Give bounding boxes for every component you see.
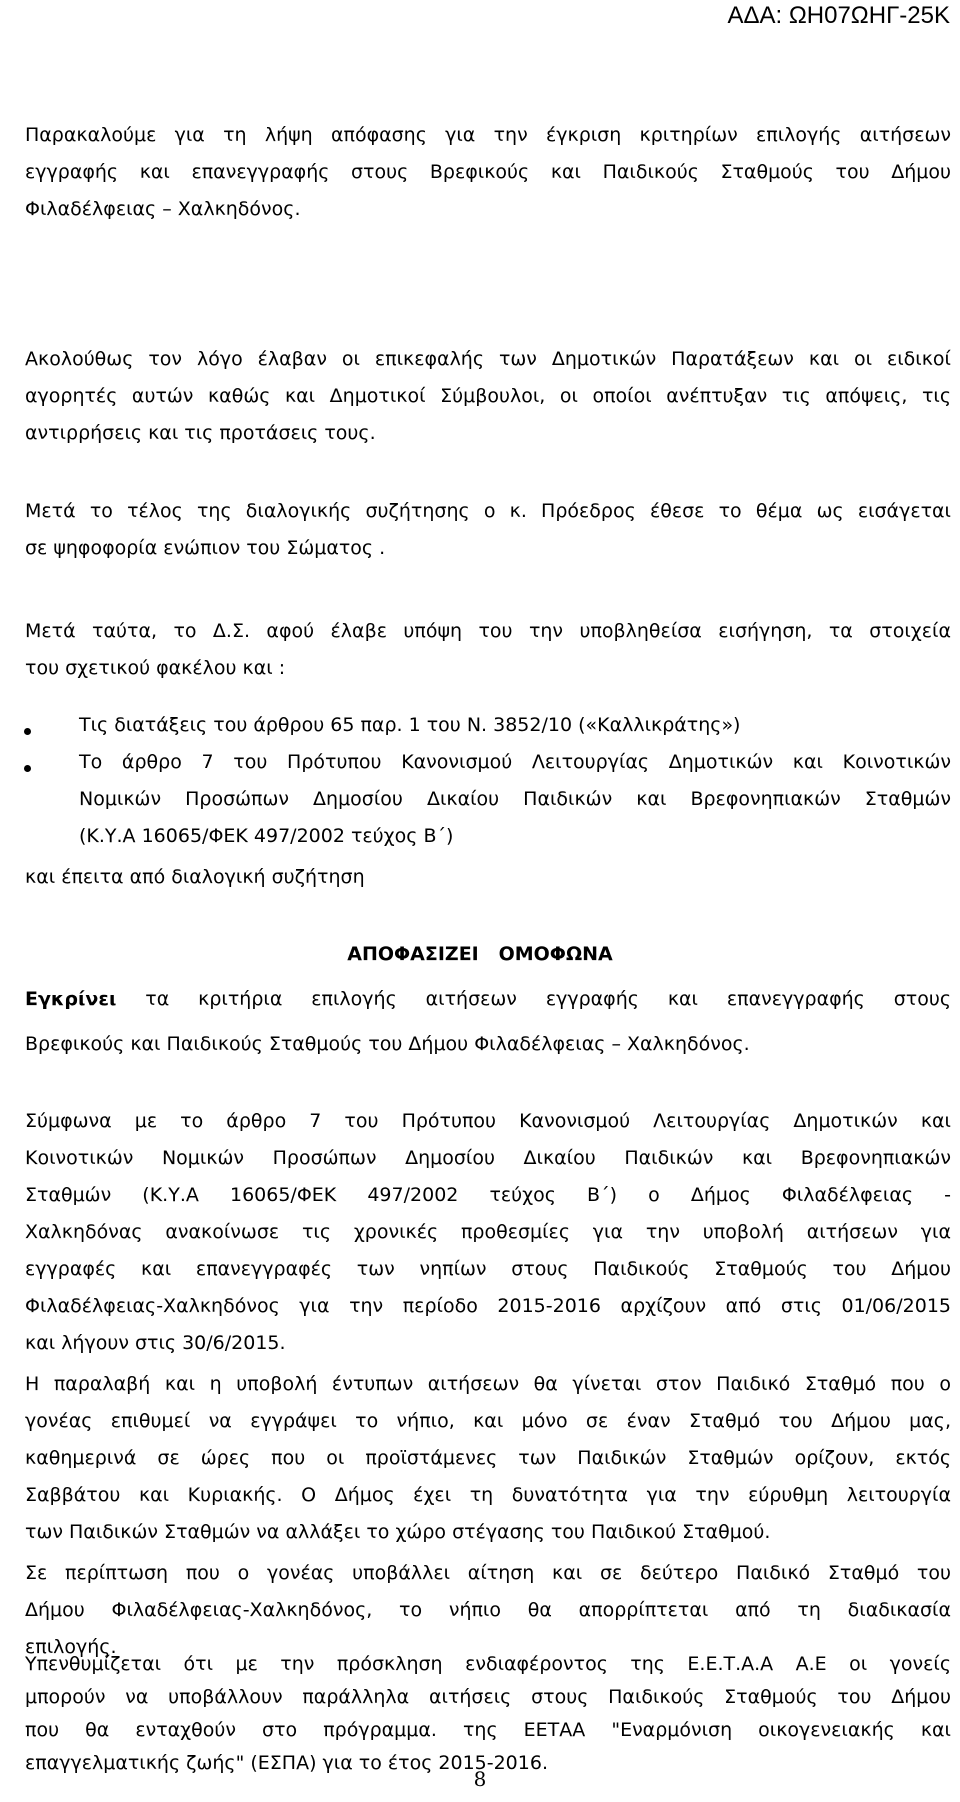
bullet-icon: [24, 765, 31, 772]
text-line: Φιλαδέλφειας – Χαλκηδόνος.: [25, 198, 301, 220]
text-line: εγγραφής και επανεγγραφής στους Βρεφικούς και Παιδικούς Σταθμούς του Δήμου: [25, 161, 951, 183]
text-line: Χαλκηδόνας ανακοίνωσε τις χρονικές προθεσμίες για την υποβολή αιτήσεων για: [25, 1221, 951, 1243]
text-line: των Παιδικών Σταθμών να αλλάξει το χώρο στέγασης του Παιδικού Σταθμού.: [25, 1521, 771, 1543]
text-line: γονέας επιθυμεί να εγγράψει το νήπιο, και μόνο σε έναν Σταθμό του Δήμου μας,: [25, 1410, 951, 1432]
decision-title: ΑΠΟΦΑΣΙΖΕΙ ΟΜΟΦΩΝΑ: [347, 943, 613, 965]
text-line: και λήγουν στις 30/6/2015.: [25, 1332, 286, 1354]
text-line: εγγραφές και επανεγγραφές των νηπίων στους Παιδικούς Σταθμούς του Δήμου: [25, 1258, 951, 1280]
text-line: αντιρρήσεις και τις προτάσεις τους.: [25, 422, 376, 444]
list-item-continuation: Νομικών Προσώπων Δημοσίου Δικαίου Παιδικών και Βρεφονηπιακών Σταθμών: [79, 788, 951, 810]
text-line: Βρεφικούς και Παιδικούς Σταθμούς του Δήμου Φιλαδέλφειας – Χαλκηδόνος.: [25, 1033, 750, 1055]
text-line: Ακολούθως τον λόγο έλαβαν οι επικεφαλής των Δημοτικών Παρατάξεων και οι ειδικοί: [25, 348, 951, 370]
text-line: Φιλαδέλφειας-Χαλκηδόνος για την περίοδο 2015-2016 αρχίζουν από στις 01/06/2015: [25, 1295, 951, 1317]
text-line: Παρακαλούμε για τη λήψη απόφασης για την έγκριση κριτηρίων επιλογής αιτήσεων: [25, 124, 951, 146]
text-line: Σαββάτου και Κυριακής. Ο Δήμος έχει τη δυνατότητα για την εύρυθμη λειτουργία: [25, 1484, 951, 1506]
text-line: που θα ενταχθούν στο πρόγραμμα. της ΕΕΤΑΑ "Εναρμόνιση οικογενειακής και: [25, 1719, 951, 1741]
decision-line-rest: τα κριτήρια επιλογής αιτήσεων εγγραφής και επανεγγραφής στους: [116, 988, 951, 1010]
text-line: Μετά ταύτα, το Δ.Σ. αφού έλαβε υπόψη του την υποβληθείσα εισήγηση, τα στοιχεία: [25, 620, 951, 642]
list-item: Το άρθρο 7 του Πρότυπου Κανονισμού Λειτουργίας Δημοτικών και Κοινοτικών: [79, 751, 951, 773]
list-item-continuation: (Κ.Υ.Α 16065/ΦΕΚ 497/2002 τεύχος Β΄): [79, 825, 454, 847]
text-line: επιλογής.: [25, 1636, 117, 1658]
text-line: σε ψηφοφορία ενώπιον του Σώματος .: [25, 537, 386, 559]
text-line: καθημερινά σε ώρες που οι προϊστάμενες των Παιδικών Σταθμών ορίζουν, εκτός: [25, 1447, 951, 1469]
text-line: επαγγελματικής ζωής" (ΕΣΠΑ) για το έτος 2015-2016.: [25, 1752, 548, 1774]
text-line: Υπενθυμίζεται ότι με την πρόσκληση ενδιαφέροντος της Ε.Ε.Τ.Α.Α Α.Ε οι γονείς: [25, 1653, 951, 1675]
text-line: αγορητές αυτών καθώς και Δημοτικοί Σύμβουλοι, οι οποίοι ανέπτυξαν τις απόψεις, τις: [25, 385, 951, 407]
text-line: του σχετικού φακέλου και :: [25, 657, 286, 679]
text-line: Κοινοτικών Νομικών Προσώπων Δημοσίου Δικαίου Παιδικών και Βρεφονηπιακών: [25, 1147, 951, 1169]
list-item: Τις διατάξεις του άρθρου 65 παρ. 1 του Ν. 3852/10 («Καλλικράτης»): [79, 714, 741, 736]
text-line: Η παραλαβή και η υποβολή έντυπων αιτήσεων θα γίνεται στον Παιδικό Σταθμό που ο: [25, 1373, 951, 1395]
bullet-icon: [24, 728, 31, 735]
approves-word: Εγκρίνει: [25, 988, 117, 1010]
page-number: 8: [473, 1767, 487, 1791]
ada-header: ΑΔΑ: ΩΗ07ΩΗΓ-25Κ: [727, 2, 950, 29]
text-line: Σταθμών (Κ.Υ.Α 16065/ΦΕΚ 497/2002 τεύχος Β΄) ο Δήμος Φιλαδέλφειας -: [25, 1184, 951, 1206]
text-line: και έπειτα από διαλογική συζήτηση: [25, 866, 365, 888]
text-line: Σε περίπτωση που ο γονέας υποβάλλει αίτηση και σε δεύτερο Παιδικό Σταθμό του: [25, 1562, 951, 1584]
text-line: Δήμου Φιλαδέλφειας-Χαλκηδόνος, το νήπιο θα απορρίπτεται από τη διαδικασία: [25, 1599, 951, 1621]
text-line: [25, 982, 951, 1016]
text-line: Μετά το τέλος της διαλογικής συζήτησης ο κ. Πρόεδρος έθεσε το θέμα ως εισάγεται: [25, 500, 951, 522]
text-line: Σύμφωνα με το άρθρο 7 του Πρότυπου Κανονισμού Λειτουργίας Δημοτικών και: [25, 1110, 951, 1132]
text-line: μπορούν να υποβάλλουν παράλληλα αιτήσεις στους Παιδικούς Σταθμούς του Δήμου: [25, 1686, 951, 1708]
